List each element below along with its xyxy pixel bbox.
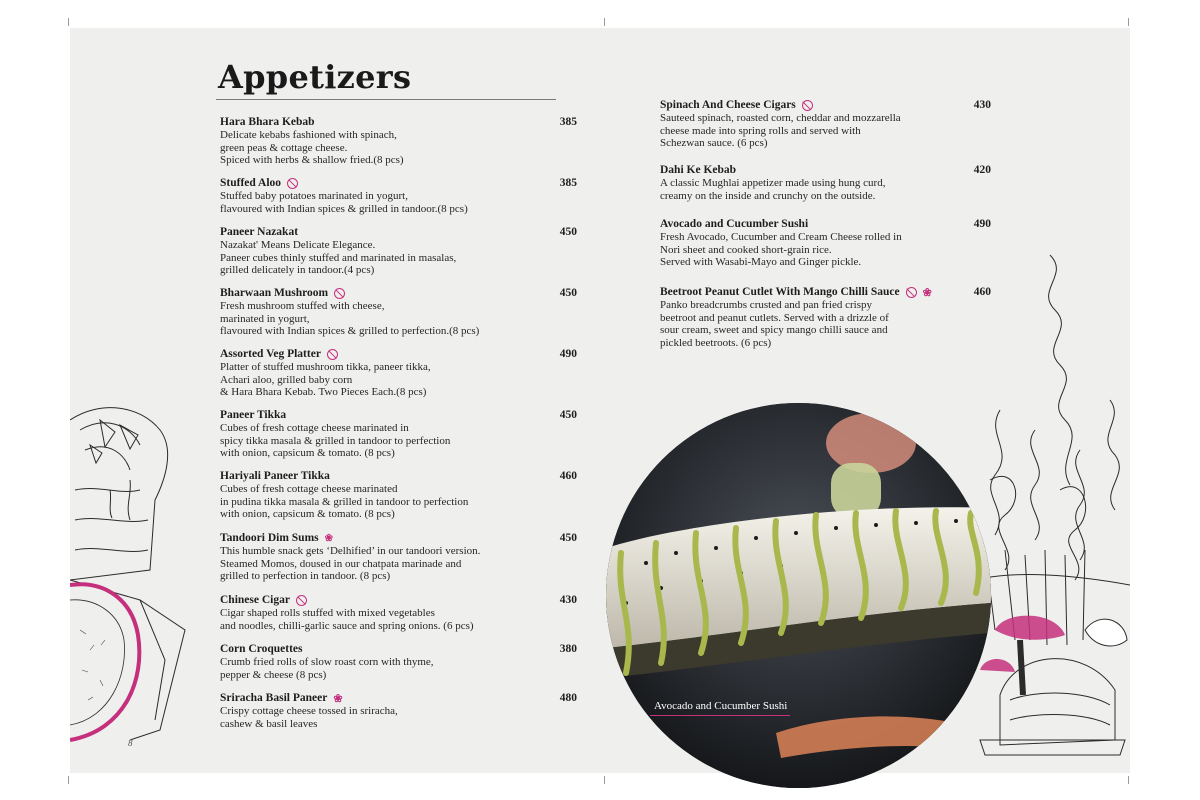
steam-sketch-illustration-right xyxy=(975,250,1130,770)
menu-item xyxy=(220,226,577,277)
menu-item xyxy=(220,532,577,583)
menu-item-name-text: Chinese Cigar xyxy=(220,594,290,606)
menu-item-price: 380 xyxy=(559,643,577,655)
menu-item xyxy=(220,692,577,730)
food-sketch-illustration-left xyxy=(70,400,190,745)
menu-item-price: 430 xyxy=(559,594,577,606)
menu-item-name-text: Avocado and Cucumber Sushi xyxy=(660,218,809,230)
menu-item xyxy=(220,470,577,521)
menu-item-name xyxy=(660,99,980,112)
crop-mark xyxy=(596,776,605,784)
menu-item-price: 450 xyxy=(559,409,577,421)
menu-item xyxy=(220,409,577,460)
no-garlic-icon xyxy=(334,288,345,299)
sushi-photo xyxy=(606,403,991,788)
menu-item-name-text: Hara Bhara Kebab xyxy=(220,116,315,128)
menu-item-name xyxy=(220,692,565,705)
menu-item-name xyxy=(220,470,565,483)
menu-item-name xyxy=(220,177,565,190)
menu-item-name xyxy=(220,409,565,422)
no-garlic-icon xyxy=(327,349,338,360)
menu-item-name xyxy=(660,164,980,177)
menu-item-description: Cubes of fresh cottage cheese marinated in spicy tikka masala & grilled in tandoor to perfection with onion, capsicum & tomato. (8 pcs) xyxy=(220,422,451,460)
menu-item-name xyxy=(660,218,980,231)
menu-item-description: Delicate kebabs fashioned with spinach, green peas & cottage cheese. Spiced with herbs & shallow fried.(8 pcs) xyxy=(220,129,404,167)
menu-item-price: 385 xyxy=(559,116,577,128)
menu-item-description: Sauteed spinach, roasted corn, cheddar and mozzarella cheese made into spring rolls and served with Schezwan sauce. (6 pcs) xyxy=(660,112,901,150)
chili-icon: ❀ xyxy=(324,532,334,544)
menu-item-description: A classic Mughlai appetizer made using hung curd, creamy on the inside and crunchy on the outside. xyxy=(660,177,886,202)
menu-item-name xyxy=(220,643,565,656)
menu-item-description: Crumb fried rolls of slow roast corn with thyme, pepper & cheese (8 pcs) xyxy=(220,656,434,681)
title-divider xyxy=(216,99,556,100)
menu-item-price: 430 xyxy=(973,99,991,111)
no-garlic-icon xyxy=(906,287,917,298)
crop-mark xyxy=(60,776,69,784)
menu-item xyxy=(660,286,991,349)
menu-item-name-text: Spinach And Cheese Cigars xyxy=(660,99,796,111)
menu-item-name-text: Bharwaan Mushroom xyxy=(220,287,329,299)
menu-item xyxy=(220,116,577,167)
crop-mark xyxy=(596,18,605,26)
flower-icon: ❀ xyxy=(922,286,932,299)
menu-item xyxy=(220,643,577,681)
menu-item-price: 460 xyxy=(559,470,577,482)
section-title: Appetizers xyxy=(218,58,412,96)
menu-item-price: 480 xyxy=(559,692,577,704)
menu-item-price: 450 xyxy=(559,287,577,299)
menu-item xyxy=(660,218,991,269)
menu-item-description: Panko breadcrumbs crusted and pan fried crispy beetroot and peanut cutlets. Served with a drizzle of sour cream, sweet and spicy mango chilli sauce and pickled beetroots. (6 pcs) xyxy=(660,299,889,349)
menu-item-name xyxy=(220,287,565,300)
crop-mark xyxy=(1128,776,1137,784)
no-garlic-icon xyxy=(287,178,298,189)
menu-item-price: 490 xyxy=(559,348,577,360)
menu-item-price: 450 xyxy=(559,532,577,544)
menu-item-name-text: Tandoori Dim Sums xyxy=(220,532,319,544)
menu-item-name-text: Assorted Veg Platter xyxy=(220,348,321,360)
menu-item-name-text: Sriracha Basil Paneer xyxy=(220,692,328,704)
menu-item-name xyxy=(220,116,565,129)
menu-item-name-text: Beetroot Peanut Cutlet With Mango Chilli Sauce xyxy=(660,286,900,298)
menu-item xyxy=(220,594,577,632)
menu-item-name-text: Hariyali Paneer Tikka xyxy=(220,470,330,482)
no-garlic-icon xyxy=(296,595,307,606)
page-number: 8 xyxy=(128,738,133,748)
crop-mark xyxy=(1128,18,1137,26)
menu-item-price: 385 xyxy=(559,177,577,189)
menu-item-description: Cubes of fresh cottage cheese marinated in pudina tikka masala & grilled in tandoor to perfection with onion, capsicum & tomato. (8 pcs) xyxy=(220,483,469,521)
menu-item-name xyxy=(220,532,565,545)
menu-item-name-text: Paneer Tikka xyxy=(220,409,287,421)
menu-item xyxy=(660,99,991,150)
menu-item xyxy=(220,287,577,338)
menu-item xyxy=(220,348,577,399)
menu-item-description: Fresh Avocado, Cucumber and Cream Cheese rolled in Nori sheet and cooked short-grain rice. Served with Wasabi-Mayo and Ginger pickle. xyxy=(660,231,902,269)
flower-icon: ❀ xyxy=(333,692,343,705)
menu-item-name-text: Corn Croquettes xyxy=(220,643,303,655)
menu-item xyxy=(220,177,577,215)
menu-item-name-text: Dahi Ke Kebab xyxy=(660,164,737,176)
menu-item-name xyxy=(220,594,565,607)
menu-item-description: This humble snack gets ‘Delhified’ in our tandoori version. Steamed Momos, doused in our chatpata marinade and grilled to perfection in tandoor. (8 pcs) xyxy=(220,545,481,583)
menu-item-description: Platter of stuffed mushroom tikka, paneer tikka, Achari aloo, grilled baby corn & Hara Bhara Kebab. Two Pieces Each.(8 pcs) xyxy=(220,361,431,399)
menu-item-price: 460 xyxy=(973,286,991,298)
menu-item-price: 420 xyxy=(973,164,991,176)
menu-item-price: 490 xyxy=(973,218,991,230)
crop-mark xyxy=(60,18,69,26)
caption-underline xyxy=(650,715,790,716)
menu-item-description: Stuffed baby potatoes marinated in yogurt, flavoured with Indian spices & grilled in tandoor.(8 pcs) xyxy=(220,190,468,215)
menu-item-description: Cigar shaped rolls stuffed with mixed vegetables and noodles, chilli-garlic sauce and spring onions. (6 pcs) xyxy=(220,607,474,632)
menu-item-name-text: Paneer Nazakat xyxy=(220,226,299,238)
menu-item-name xyxy=(220,226,565,239)
menu-item xyxy=(660,164,991,202)
no-garlic-icon xyxy=(802,100,813,111)
menu-item-description: Fresh mushroom stuffed with cheese, marinated in yogurt, flavoured with Indian spices & grilled to perfection.(8 pcs) xyxy=(220,300,480,338)
menu-item-price: 450 xyxy=(559,226,577,238)
menu-item-name xyxy=(660,286,980,299)
menu-item-name-text: Stuffed Aloo xyxy=(220,177,282,189)
menu-item-description: Crispy cottage cheese tossed in sriracha, cashew & basil leaves xyxy=(220,705,398,730)
menu-item-name xyxy=(220,348,565,361)
photo-caption: Avocado and Cucumber Sushi xyxy=(654,700,788,712)
menu-item-description: Nazakat' Means Delicate Elegance. Paneer cubes thinly stuffed and marinated in masalas, grilled delicately in tandoor.(4 pcs) xyxy=(220,239,457,277)
